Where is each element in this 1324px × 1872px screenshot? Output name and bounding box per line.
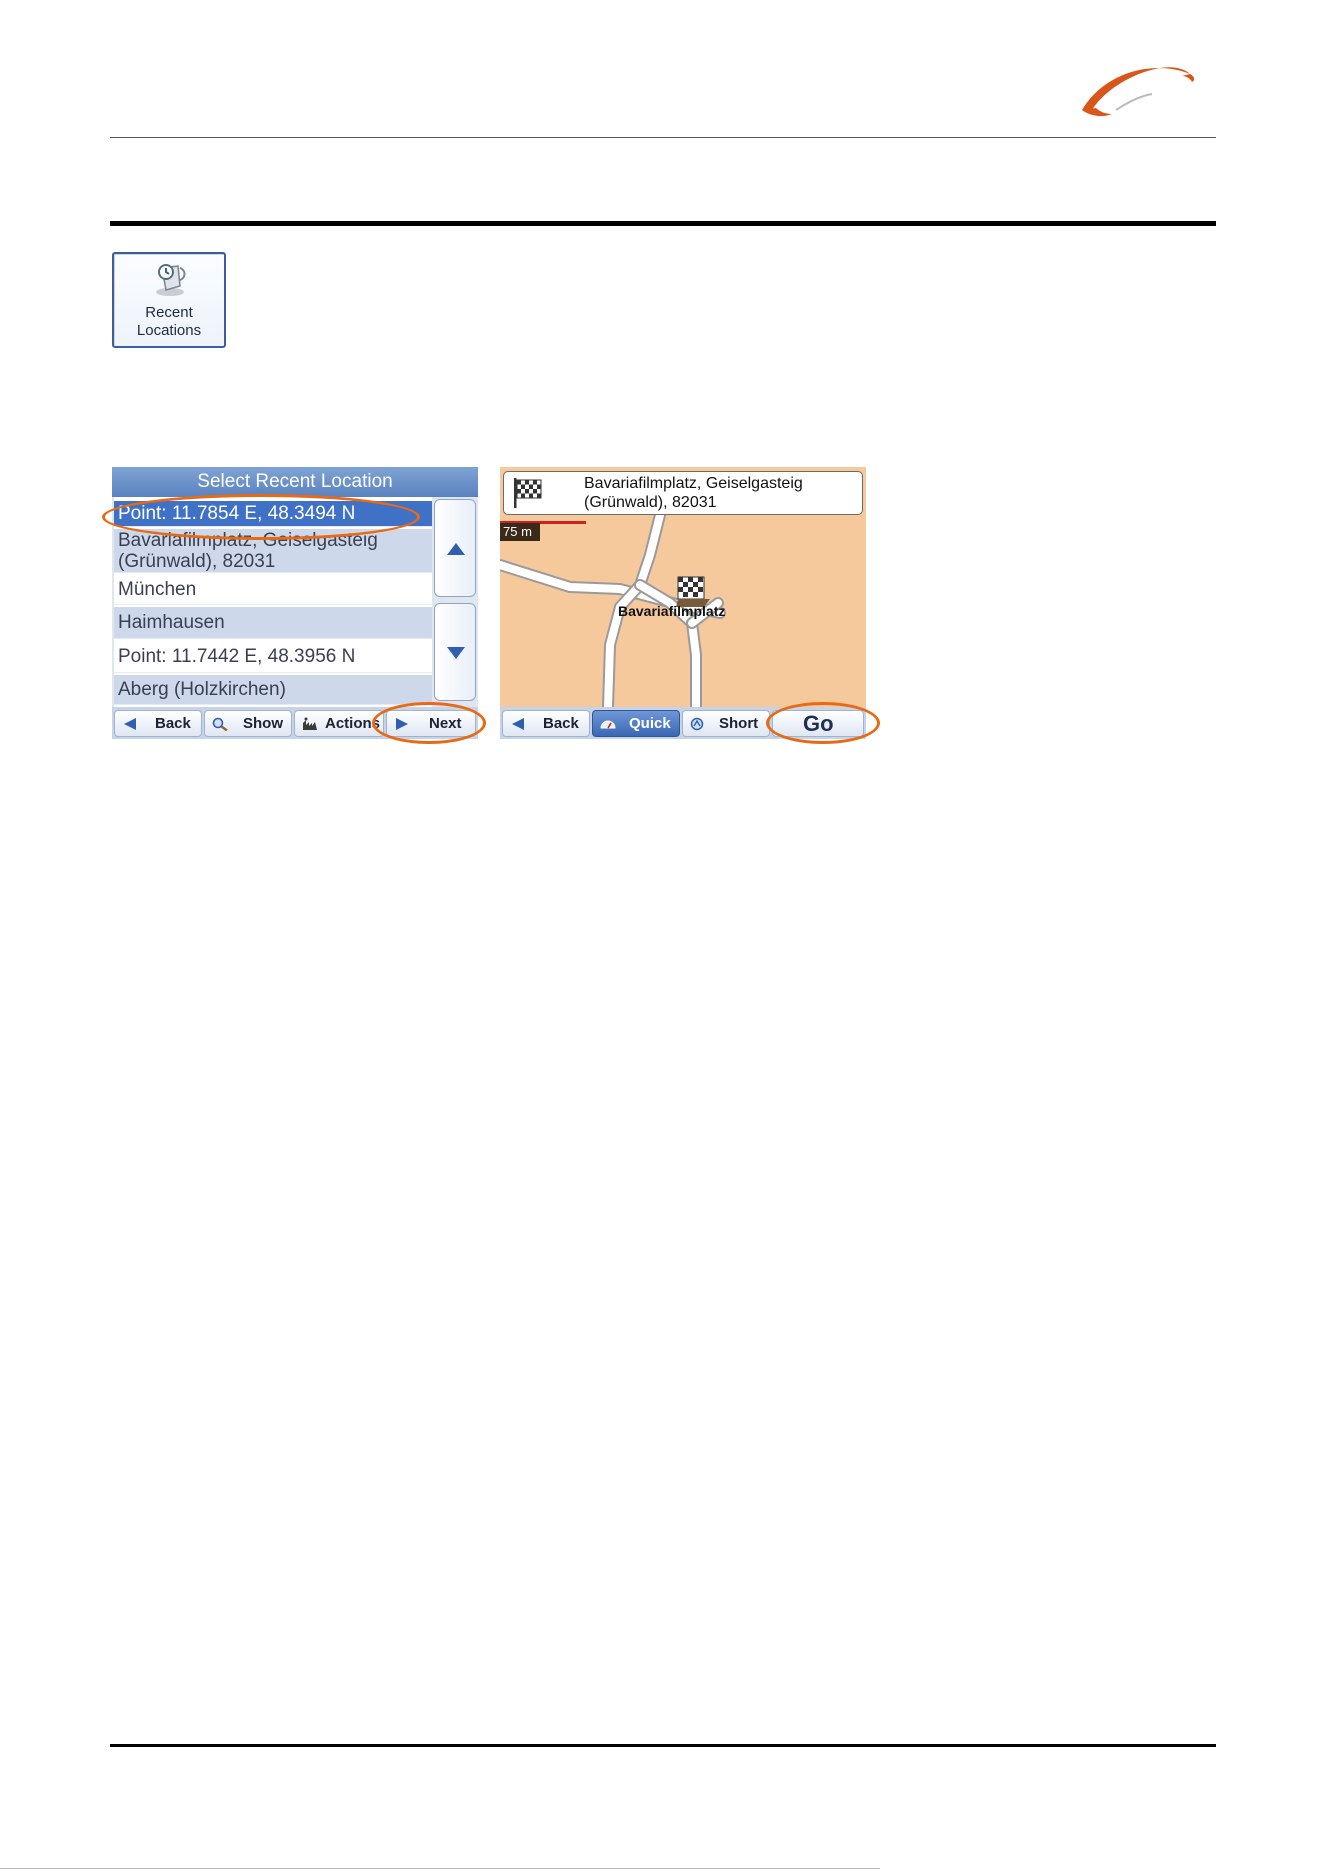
- short-route-button[interactable]: [682, 710, 770, 737]
- list-item-label: (Grünwald), 82031: [118, 551, 276, 572]
- back-label: Back: [155, 715, 191, 732]
- list-item[interactable]: [114, 607, 432, 639]
- next-label: Next: [429, 715, 462, 732]
- tile-label-line1: Recent: [145, 304, 193, 321]
- show-label: Show: [243, 715, 283, 732]
- brand-swoosh-logo: [1076, 60, 1200, 122]
- short-route-icon: [690, 717, 706, 731]
- footer-line: [0, 1868, 880, 1869]
- actions-button[interactable]: [294, 710, 384, 737]
- list-item[interactable]: [114, 575, 432, 605]
- screen-title: Select Recent Location: [112, 467, 478, 497]
- scroll-up-button[interactable]: [434, 499, 476, 597]
- map-place-label: Bavariafilmplatz: [618, 603, 726, 619]
- list-item-label: Point: 11.7442 E, 48.3956 N: [118, 646, 356, 667]
- recent-locations-label: [114, 304, 224, 340]
- scroll-down-button[interactable]: [434, 603, 476, 701]
- destination-address: [584, 474, 854, 512]
- destination-line1: Bavariafilmplatz, Geiselgasteig: [584, 475, 803, 492]
- actions-icon: [302, 717, 318, 731]
- speedometer-icon: [600, 717, 616, 731]
- destination-header: [503, 471, 863, 515]
- highlight-selected-location: [102, 494, 420, 540]
- recent-locations-button[interactable]: [112, 252, 226, 348]
- recent-locations-icon: [150, 262, 190, 298]
- list-item[interactable]: [114, 641, 432, 673]
- magnifier-icon: [212, 717, 228, 731]
- destination-line2: (Grünwald), 82031: [584, 494, 717, 511]
- arrow-up-icon: [447, 543, 465, 555]
- short-label: Short: [719, 715, 759, 732]
- highlight-go-button: [766, 702, 880, 744]
- section-rule: [110, 221, 1216, 226]
- checkered-flag-icon: [510, 476, 544, 510]
- list-item-label: München: [118, 579, 197, 600]
- arrow-down-icon: [447, 647, 465, 659]
- route-preview-screen: [500, 467, 866, 739]
- header-rule: [110, 137, 1216, 138]
- scale-label: 75 m: [500, 523, 540, 541]
- list-item-label: Aberg (Holzkirchen): [118, 679, 286, 700]
- actions-label: Actions: [325, 715, 381, 732]
- back-arrow-icon: [122, 717, 138, 731]
- go-label: Go: [803, 711, 834, 736]
- tile-label-line2: Locations: [136, 322, 202, 339]
- list-item-label: Bavariafilmplatz, Geiselgasteig: [118, 530, 378, 551]
- back-label: Back: [543, 715, 579, 732]
- show-button[interactable]: [204, 710, 292, 737]
- footer-rule: [110, 1744, 1216, 1747]
- list-item-label: Point: 11.7854 E, 48.3494 N: [118, 503, 356, 524]
- back-arrow-icon: [510, 717, 526, 731]
- highlight-next-button: [372, 702, 486, 744]
- back-button[interactable]: [502, 710, 590, 737]
- quick-label: Quick: [629, 715, 671, 732]
- list-item-label: Haimhausen: [118, 612, 225, 633]
- quick-route-button[interactable]: [592, 710, 680, 737]
- list-item[interactable]: [114, 675, 432, 705]
- back-button[interactable]: [114, 710, 202, 737]
